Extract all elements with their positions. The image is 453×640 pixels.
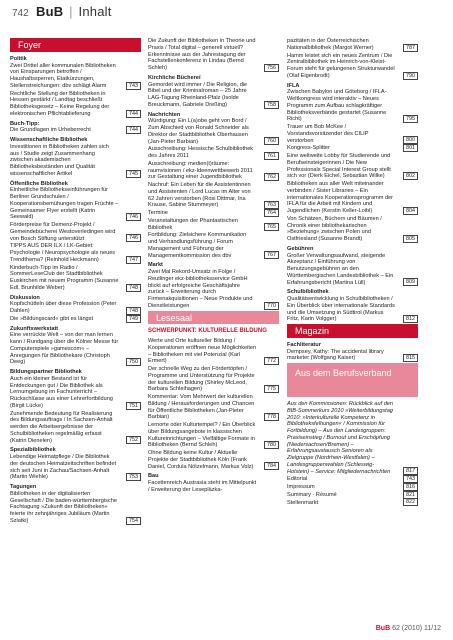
section-box: Aus dem Berufsverband	[287, 363, 418, 397]
toc-entry-title: Ausschreibung: Hessische Schulbibliothek des Jahres 2011	[148, 146, 254, 159]
toc-entry[interactable]	[10, 222, 141, 242]
toc-entry-title: Die »Bildungscard« gibt es längst	[10, 315, 94, 322]
toc-page-number: 821	[403, 491, 418, 499]
toc-page-number: 761	[264, 152, 279, 160]
toc-page-number: 743	[126, 82, 141, 90]
toc-entry[interactable]	[287, 296, 418, 323]
toc-page-number: 764	[264, 209, 279, 217]
brand-name: BuB	[36, 4, 64, 19]
toc-entry-title: Kinderbuch-Tipp im Radio / SommerLeseClub der Stadtbibliothek Euskirchen mit neuem Programm (Susanne Edl, Brunhilde Weber)	[10, 264, 119, 291]
page-header	[0, 0, 453, 30]
focus-topic-heading: SCHWERPUNKT: KULTURELLE BILDUNG	[148, 328, 267, 335]
toc-entry-title: Termine	[148, 210, 168, 216]
magazine-brand	[36, 4, 112, 19]
toc-page-number: 772	[264, 357, 279, 365]
toc-entry-title: Investitionen in Bibliotheken zahlen sich aus / Studie zeigt Zusammenhang zwischen akademischen Bibliotheksbeständen und Qualität wissenschaftlicher Artikel	[10, 143, 109, 177]
toc-entry-title: Zwei Mal Rekord-Umsatz in Folge / Reutlinger ekz-bibliotheksservice GmbH blickt auf erfolgreiche Geschäftsjahre zurück – Erweiterung durch Firmenakquisitionen – Neue Produkte und Dienstleistungen	[148, 269, 253, 309]
toc-entry[interactable]	[287, 500, 418, 507]
toc-page-number: 746	[126, 213, 141, 221]
toc-entry[interactable]	[148, 338, 279, 365]
toc-entry-title: Qualitätsentwicklung in Schulbibliotheken / Ein Überblick über internationale Standards und die Umsetzung in Südtirol (Markus Fritz, Karin Volgger)	[287, 296, 395, 323]
toc-entry-title: pazitäten in der Österreichischen Nationalbibliothek (Margot Werner)	[287, 38, 374, 51]
category-heading: Bau	[148, 473, 159, 480]
toc-page-number: 778	[264, 413, 279, 421]
category-heading: Fachliteratur	[287, 341, 321, 348]
category-heading: IFLA	[287, 82, 300, 89]
toc-entry-title: Stellenmarkt	[287, 499, 319, 506]
category-heading: Tagungen	[10, 484, 37, 490]
toc-page-number: 750	[126, 358, 141, 366]
section-title: Inhalt	[78, 4, 112, 19]
toc-page-number: 751	[126, 402, 141, 410]
toc-page-number: 816	[403, 483, 418, 491]
toc-page-number: 787	[403, 44, 418, 52]
toc-page-number: 754	[126, 517, 141, 525]
toc-page-number: 748	[126, 307, 141, 315]
toc-page-number: 809	[403, 278, 418, 286]
toc-entry[interactable]	[287, 216, 418, 243]
toc-entry-title: Von Schätzen, Büchern und Bäumen / Chronik einer bibliothekarischen »Beziehung« zwischen Polen und Ostfriesland (Susanne Brandt)	[287, 215, 382, 242]
toc-entry-title: Summary · Résumé	[287, 491, 337, 498]
toc-entry[interactable]	[10, 63, 141, 90]
toc-entry-title: Auch ein kleiner Bestand ist für Entdeckungen gut / Die Bibliothek als Lernumgebung im Fachunterricht – Rückschlüsse aus einer Lehrerfortbildung (Birgit Lücke)	[10, 375, 113, 409]
toc-entry[interactable]	[10, 144, 141, 178]
category-heading: Öffentliche Bibliothek	[10, 180, 68, 187]
toc-page-number: 812	[403, 315, 418, 323]
toc-page-number: 762	[264, 173, 279, 181]
category-heading: Spezialbibliothek	[10, 447, 56, 454]
toc-page-number: 801	[403, 144, 418, 152]
toc-page-number: 752	[126, 436, 141, 444]
toc-entry[interactable]	[10, 301, 141, 315]
toc-entry[interactable]	[148, 82, 279, 109]
toc-entry[interactable]	[148, 480, 279, 494]
toc-page-number: 790	[403, 72, 418, 80]
toc-entry[interactable]	[287, 145, 418, 152]
toc-entry-title: Hamm leistet sich ein neues Zentrum / Die Zentralbibliothek im Heinrich-von-Kleist-Forum steht für gelungenen Strukturwandel (Olaf Eigenbrodt)	[287, 52, 395, 79]
toc-entry[interactable]	[10, 316, 141, 323]
toc-page-number: 763	[264, 201, 279, 209]
toc-page-number: 800	[403, 136, 418, 144]
toc-entry[interactable]	[287, 484, 418, 491]
section-box: Lesesaal	[148, 311, 279, 325]
toc-page-number: 805	[403, 235, 418, 243]
category-heading: Kirchliche Büchereí	[148, 74, 201, 81]
toc-entry-title: Großer Verwaltungsaufwand, steigende Akzeptanz / Einführung von Benutzungsgebühren an den Württembergischen Landesbibliothek – Ein Erfahrungsbericht (Martina Lüll)	[287, 252, 394, 286]
toc-page-number: 758	[264, 101, 279, 109]
toc-page-number: 770	[264, 302, 279, 310]
toc-entry-title: Lebendige Heimatpflege / Die Bibliothek der deutschen Heimatzeitschriften befindet sich seit Juni in Zachau/Sachsen-Anhalt (Martin Wiehle)	[10, 454, 117, 481]
toc-page-number: 784	[264, 462, 279, 470]
toc-entry[interactable]	[148, 118, 279, 145]
toc-entry[interactable]	[148, 210, 279, 217]
toc-entry[interactable]	[287, 492, 418, 499]
toc-page-number: 744	[126, 126, 141, 134]
toc-entry[interactable]	[10, 332, 141, 366]
toc-entry[interactable]	[287, 89, 418, 123]
toc-entry-title: Rechtliche Stellung der Bibliotheken in Hessen gestärkt / Landtag beschließt Bibliotheksgesetz – Keine Regelung der elektronischen Pflichtablieferung	[10, 90, 110, 117]
category-heading: Wissenschaftliche Bibliothek	[10, 137, 88, 143]
toc-entry-title: Die Zukunft der Bibliotheken in Theorie und Praxis / Total digital – generell virtuell? Erkenntnisse aus der Jahrestagung der Fachstellenkonferenz in Lindau (Bernd Schleh)	[148, 38, 256, 71]
toc-entry-title: Kopfschütteln über diese Profession (Peter Dahlen)	[10, 301, 117, 314]
toc-entry-title: Eine weltweite Lobby für Studierende und Berufseinsteigerinnen / Die New Professionals Special Interest Group stellt sich vor (Dierk Eichel, Sebastian Wilke)	[287, 153, 391, 180]
toc-page-number: 767	[264, 251, 279, 259]
category-heading: Buch-Tipp:	[10, 120, 40, 127]
toc-page-number: 795	[403, 115, 418, 123]
toc-entry[interactable]	[148, 161, 279, 181]
toc-entry-title: Förderpreise für Demenz-Projekt / Gemeindebücherei Westoverledingen wird von Bosch Stiftung unterstützt	[10, 222, 116, 242]
toc-entry[interactable]	[148, 394, 279, 421]
toc-entry-title: Würdigung: Ein L(a)obe geht von Bord / Zum Abschied von Ronald Schneider als Direktor der Stadtbibliothek Oberhausen (Jan-Pieter Barbian)	[148, 118, 249, 145]
toc-entry-title: Veranstaltungen der Phantastischen Bibliothek	[148, 217, 238, 231]
toc-entry[interactable]	[10, 411, 141, 445]
category-heading: Zukunftswerkstatt	[10, 325, 59, 332]
category-heading: Diskussion	[10, 294, 40, 301]
toc-page-number: 747	[126, 256, 141, 264]
toc-entry-title: Zunehmende Bedeutung für Realisierung des Bildungsauftrags / In Sachsen-Anhalt werden die Arbeitsergebnisse der Schulbibliotheken regelmäßig erfasst (Katrin Dienelen)	[10, 410, 113, 444]
toc-entry[interactable]	[148, 450, 279, 470]
toc-entry[interactable]	[148, 366, 279, 393]
toc-entry[interactable]	[148, 232, 279, 259]
toc-page-number: 753	[126, 473, 141, 481]
toc-entry-title: Facettenreich Austrasia steht im Mittelpunkt / Erweiterung der Lesepläzka-	[148, 480, 257, 493]
category-heading: Bildungspartner Bibliothek	[10, 369, 82, 375]
toc-entry[interactable]	[287, 349, 418, 363]
toc-entry-title: TIPPS AUS DER ILX / LK-Gebiet: Psychologie / Neuropsychologie als neues Trendthema? (Reinhold Heckmann)	[10, 243, 116, 263]
toc-entry[interactable]	[148, 269, 279, 310]
toc-page-number: 804	[403, 207, 418, 215]
toc-entry-title: Einheitliche Bibliothekseinführungen für Berliner Grundschulen / Kooperationsbemühungen tragen Früchte – Gemeinsamer Flyer erstellt (Katrin Seewald)	[10, 187, 119, 221]
toc-entry[interactable]	[10, 491, 141, 525]
toc-entry-title: Fortbildung: Zielsichere Kommunikation und Verhandlungsführung / Forum Management und Führung der Managementkommission des dbv	[148, 232, 247, 259]
category-heading: Gebühren	[287, 245, 314, 252]
toc-column-1	[10, 38, 141, 526]
toc-entry-title: Eine verrückte Welt – von der man lernen kann / Rundgang über die Kölner Messe für Computerspiele »gamescom« – Anregungen für Bibliothekare (Christoph Deeg)	[10, 332, 119, 366]
toc-column-2	[148, 38, 279, 495]
toc-entry-title: Ohne Bildung keine Kultur / Aktuelle Projekte der Stadtbibliothek Köln (Frank Daniel, Cordula Nötzelmann, Markus Volz)	[148, 450, 254, 470]
toc-entry[interactable]	[10, 243, 141, 263]
toc-page-number: 780	[264, 441, 279, 449]
toc-page-number: 760	[264, 137, 279, 145]
toc-page-number: 775	[264, 385, 279, 393]
toc-page-number: 822	[403, 498, 418, 506]
toc-entry[interactable]	[10, 265, 141, 292]
toc-entry-title: Gemordet wird immer / Die Religion, die Bibel und der Kriminalroman – 25 Jahre LAG-Tagung Rheinland-Pfalz (Isolde Breuckmann, Gabriele Dreßing)	[148, 81, 248, 108]
brand-separator: |	[69, 4, 73, 19]
toc-page-number: 817	[403, 467, 418, 475]
toc-page-number: 756	[264, 64, 279, 72]
toc-entry-title: Dempsey, Kathy: The accidental library marketer (Wolfgang Kaiser)	[287, 348, 384, 362]
toc-entry[interactable]	[148, 38, 279, 72]
toc-page-number: 743	[403, 475, 418, 483]
toc-page-number: 745	[126, 170, 141, 178]
toc-page-number: 765	[264, 223, 279, 231]
category-heading: Schulbibliothek	[287, 289, 329, 296]
page-footer	[376, 625, 441, 632]
toc-page-number: 746	[126, 234, 141, 242]
category-heading: Nachrichten	[148, 111, 181, 118]
toc-entry-title: Kongress-Splitter	[287, 145, 330, 152]
toc-entry-title: Nachruf: Ein Leben für die Assistentinnen und Assistenten / Lord Lucas im Alter von 62 Jahren verstorben (Rosi Dittmar, Ina Krause, Sabine Stummeyer)	[148, 182, 251, 209]
category-heading: Markt	[148, 262, 163, 269]
toc-entry[interactable]	[148, 218, 279, 232]
toc-entry[interactable]	[287, 181, 418, 215]
toc-entry[interactable]	[287, 476, 418, 483]
section-box: Magazin	[287, 324, 418, 338]
toc-entry[interactable]	[287, 53, 418, 80]
footer-issue: 62 (2010) 11/12	[392, 625, 441, 632]
category-heading: Politik	[10, 55, 27, 62]
toc-page-number: 744	[126, 110, 141, 118]
toc-entry-title: Trauer um Bob McKee / Vorstandsvorsitzender des CILIP verstorben	[287, 124, 369, 144]
toc-entry[interactable]	[287, 153, 418, 180]
toc-column-3	[287, 38, 418, 507]
toc-entry[interactable]	[10, 454, 141, 481]
toc-entry-title: Editorial	[287, 476, 308, 483]
toc-entry[interactable]	[287, 401, 418, 475]
toc-entry[interactable]	[148, 146, 279, 160]
toc-entry[interactable]	[287, 253, 418, 287]
toc-page-number: 749	[126, 315, 141, 323]
toc-entry-title: Zwei Drittel aller kommunalen Bibliotheken von Einsparungen betroffen / Haushaltssperren, Etatkürzungen, Stellenstreichungen: dbv schlägt Alarm	[10, 62, 116, 89]
toc-entry-title: Kommentar: Vom Mehrwert der kulturellen Bildung / Herausforderungen und Chancen für Öffentliche Bibliotheken (Jan-Pieter Barbian)	[148, 394, 255, 421]
toc-entry-title: Bibliotheken aus aller Welt miteinander verbinden / Sister Libraries – Ein internationales Kooperationsprogramm der IFLA für die Arbeit mit Kindern und Jugendlichen (Kerstin Keller-Loibl)	[287, 181, 394, 214]
toc-page-number: 802	[403, 172, 418, 180]
toc-entry[interactable]	[10, 187, 141, 221]
toc-entry-title: Der schnelle Weg zu den Fördertöpfen / Programme und Unterstützung für Projekte der kulturellen Bildung (Shirley McLeod, Barbara Schleihagen)	[148, 366, 255, 393]
section-box: Foyer	[10, 38, 141, 52]
toc-entry-title: Lernorte oder Kulturtempel? / Ein Überblick über Bildungsangebote in klassischen Kultureinrichtungen – Vielfältige Formate in Bibliotheken (Bernd Schleh)	[148, 422, 256, 449]
toc-entry-title: Aus den Kommissionen: Rückblick auf den BIB-Sommerkurs 2010 »Weiterbildungstag 2010: »Interkulturelle Kompetenz in Bibliotheksfelhungen« / Kommission für Fortbildung) – Aus den Landesgruppen: Praxiseinstieg / Burnout und Erschöpfung (Niedersachsen/Bremen) – Erfahrungsaustausch Senioren als Zielgruppe (Nordrhein-Westfalen) – Landesgruppenwahlen (Schleswig-Holstein) – Service: Mitgliedernachrichten	[287, 401, 394, 475]
toc-entry[interactable]	[10, 376, 141, 410]
toc-entry[interactable]	[10, 91, 141, 118]
toc-entry[interactable]	[148, 422, 279, 449]
toc-entry-title: Zwischen Babylon und Göteborg / IFLA-Weltkongress wird interaktiv – Neues Programm zum Aufbau schlagkräftiger Bibliotheksverbände gestartet (Susanne Richt)	[287, 89, 387, 123]
toc-entry-title: Werte und Orte kultureller Bildung / Kooperationen eröffnen neue Möglichkeiten – Bibliotheken mit viel Potenzial (Karl Ermert)	[148, 338, 257, 365]
toc-entry[interactable]	[287, 38, 418, 52]
toc-page-number: 815	[403, 354, 418, 362]
toc-page-number: 748	[126, 284, 141, 292]
toc-entry-title: Die Grundlagen im Urheberrecht	[10, 127, 91, 134]
footer-brand: BuB	[375, 625, 391, 632]
toc-entry-title: Bibliotheken in der digitalisierten Gesellschaft / Die baden-württembergische Fachtagung »Zukunft der Bibliotheken« feierte ihr zehnjähriges Jubiläum (Martin Szlatki)	[10, 490, 117, 524]
page-number: 742	[12, 8, 29, 19]
toc-entry-title: Ausschreibung: medien(t)räume: raumvisionen / ekz-Ideenwettbewerb 2011 zur Gestaltung einer Jugendbibliothek	[148, 160, 253, 181]
toc-entry[interactable]	[148, 182, 279, 209]
toc-entry[interactable]	[287, 124, 418, 144]
toc-entry[interactable]	[10, 127, 141, 134]
toc-entry-title: Impressum	[287, 484, 315, 490]
